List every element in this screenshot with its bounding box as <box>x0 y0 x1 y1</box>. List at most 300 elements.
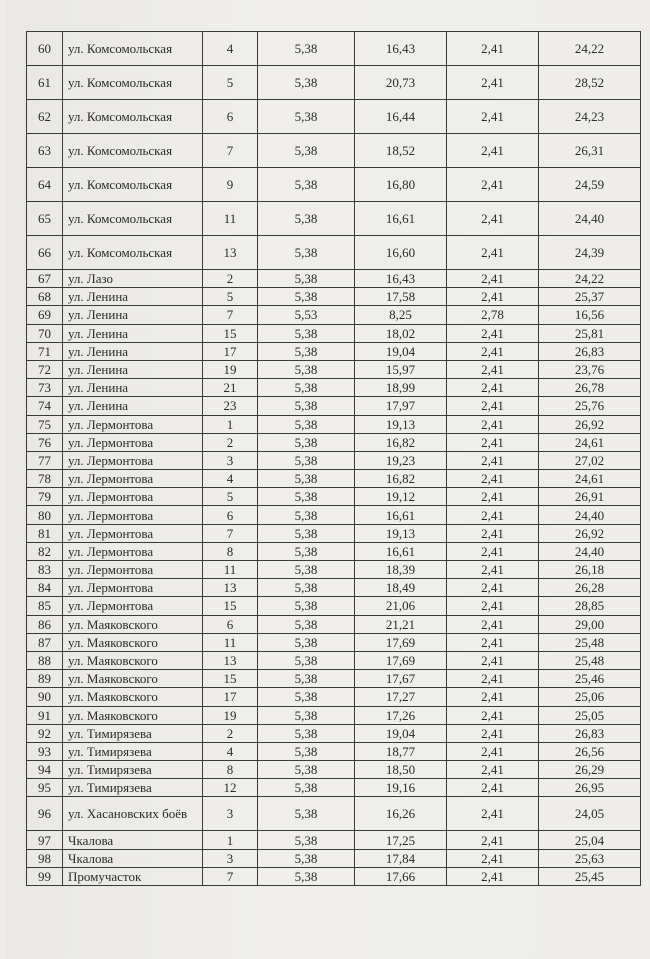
value-b: 17,27 <box>355 688 447 706</box>
street-name: ул. Лермонтова <box>63 470 203 488</box>
row-number: 93 <box>27 742 63 760</box>
value-c: 2,41 <box>447 470 539 488</box>
value-a: 5,53 <box>258 306 355 324</box>
value-c: 2,41 <box>447 849 539 867</box>
table-row <box>27 779 641 797</box>
value-total: 16,56 <box>539 306 641 324</box>
row-number: 89 <box>27 670 63 688</box>
value-a: 5,38 <box>258 615 355 633</box>
value-total: 25,81 <box>539 324 641 342</box>
table-row <box>27 831 641 849</box>
row-number: 66 <box>27 236 63 270</box>
value-total: 28,52 <box>539 66 641 100</box>
value-total: 26,56 <box>539 742 641 760</box>
table-row <box>27 688 641 706</box>
value-b: 17,58 <box>355 288 447 306</box>
value-b: 16,60 <box>355 236 447 270</box>
value-c: 2,41 <box>447 724 539 742</box>
value-a: 5,38 <box>258 651 355 669</box>
value-a: 5,38 <box>258 66 355 100</box>
street-name: ул. Комсомольская <box>63 134 203 168</box>
street-name: ул. Лермонтова <box>63 488 203 506</box>
value-a: 5,38 <box>258 488 355 506</box>
value-c: 2,41 <box>447 797 539 831</box>
table-row <box>27 433 641 451</box>
table-row <box>27 761 641 779</box>
value-b: 20,73 <box>355 66 447 100</box>
value-total: 24,59 <box>539 168 641 202</box>
house-number: 17 <box>203 688 258 706</box>
value-total: 26,28 <box>539 579 641 597</box>
table-row <box>27 379 641 397</box>
house-number: 7 <box>203 134 258 168</box>
value-c: 2,41 <box>447 524 539 542</box>
row-number: 79 <box>27 488 63 506</box>
value-c: 2,78 <box>447 306 539 324</box>
value-a: 5,38 <box>258 168 355 202</box>
street-name: ул. Маяковского <box>63 670 203 688</box>
table-row <box>27 579 641 597</box>
row-number: 73 <box>27 379 63 397</box>
value-a: 5,38 <box>258 849 355 867</box>
row-number: 64 <box>27 168 63 202</box>
table-row <box>27 561 641 579</box>
value-c: 2,41 <box>447 451 539 469</box>
value-c: 2,41 <box>447 506 539 524</box>
row-number: 74 <box>27 397 63 415</box>
table-row <box>27 100 641 134</box>
value-b: 17,84 <box>355 849 447 867</box>
value-total: 26,31 <box>539 134 641 168</box>
value-a: 5,38 <box>258 32 355 66</box>
street-name: ул. Комсомольская <box>63 236 203 270</box>
row-number: 91 <box>27 706 63 724</box>
house-number: 1 <box>203 415 258 433</box>
value-c: 2,41 <box>447 32 539 66</box>
row-number: 61 <box>27 66 63 100</box>
value-b: 18,39 <box>355 561 447 579</box>
house-number: 2 <box>203 724 258 742</box>
value-total: 25,05 <box>539 706 641 724</box>
house-number: 5 <box>203 288 258 306</box>
house-number: 2 <box>203 270 258 288</box>
value-c: 2,41 <box>447 488 539 506</box>
value-c: 2,41 <box>447 579 539 597</box>
row-number: 81 <box>27 524 63 542</box>
row-number: 62 <box>27 100 63 134</box>
value-a: 5,38 <box>258 797 355 831</box>
value-a: 5,38 <box>258 867 355 885</box>
value-total: 24,40 <box>539 202 641 236</box>
value-a: 5,38 <box>258 579 355 597</box>
street-name: ул. Лермонтова <box>63 542 203 560</box>
house-number: 4 <box>203 470 258 488</box>
row-number: 99 <box>27 867 63 885</box>
house-number: 8 <box>203 542 258 560</box>
value-total: 27,02 <box>539 451 641 469</box>
value-b: 18,50 <box>355 761 447 779</box>
value-c: 2,41 <box>447 202 539 236</box>
street-name: ул. Лермонтова <box>63 561 203 579</box>
street-name: ул. Комсомольская <box>63 168 203 202</box>
value-a: 5,38 <box>258 236 355 270</box>
street-name: ул. Ленина <box>63 306 203 324</box>
street-name: ул. Тимирязева <box>63 779 203 797</box>
house-number: 3 <box>203 849 258 867</box>
house-number: 6 <box>203 100 258 134</box>
value-c: 2,41 <box>447 134 539 168</box>
row-number: 92 <box>27 724 63 742</box>
value-total: 25,45 <box>539 867 641 885</box>
value-c: 2,41 <box>447 831 539 849</box>
value-c: 2,41 <box>447 688 539 706</box>
table-row <box>27 360 641 378</box>
table-row <box>27 470 641 488</box>
value-a: 5,38 <box>258 761 355 779</box>
value-c: 2,41 <box>447 561 539 579</box>
house-number: 3 <box>203 451 258 469</box>
value-c: 2,41 <box>447 867 539 885</box>
table-row <box>27 288 641 306</box>
value-b: 16,61 <box>355 506 447 524</box>
row-number: 85 <box>27 597 63 615</box>
row-number: 78 <box>27 470 63 488</box>
row-number: 82 <box>27 542 63 560</box>
house-number: 2 <box>203 433 258 451</box>
row-number: 65 <box>27 202 63 236</box>
value-b: 16,61 <box>355 202 447 236</box>
house-number: 7 <box>203 306 258 324</box>
street-name: ул. Лермонтова <box>63 433 203 451</box>
value-total: 26,78 <box>539 379 641 397</box>
table-row <box>27 597 641 615</box>
value-b: 19,16 <box>355 779 447 797</box>
value-c: 2,41 <box>447 433 539 451</box>
value-b: 15,97 <box>355 360 447 378</box>
row-number: 60 <box>27 32 63 66</box>
house-number: 5 <box>203 66 258 100</box>
value-b: 16,43 <box>355 32 447 66</box>
value-c: 2,41 <box>447 324 539 342</box>
house-number: 19 <box>203 706 258 724</box>
value-b: 16,44 <box>355 100 447 134</box>
value-b: 19,23 <box>355 451 447 469</box>
row-number: 63 <box>27 134 63 168</box>
table-row <box>27 724 641 742</box>
row-number: 69 <box>27 306 63 324</box>
street-name: ул. Комсомольская <box>63 202 203 236</box>
value-b: 18,77 <box>355 742 447 760</box>
street-name: ул. Тимирязева <box>63 724 203 742</box>
value-total: 29,00 <box>539 615 641 633</box>
value-b: 18,52 <box>355 134 447 168</box>
row-number: 84 <box>27 579 63 597</box>
street-name: ул. Лермонтова <box>63 506 203 524</box>
value-total: 26,18 <box>539 561 641 579</box>
street-name: ул. Лермонтова <box>63 579 203 597</box>
value-a: 5,38 <box>258 688 355 706</box>
value-b: 16,43 <box>355 270 447 288</box>
table-row <box>27 651 641 669</box>
value-b: 19,13 <box>355 415 447 433</box>
value-a: 5,38 <box>258 561 355 579</box>
row-number: 96 <box>27 797 63 831</box>
table-row <box>27 168 641 202</box>
street-name: ул. Хасановских боёв <box>63 797 203 831</box>
street-name: ул. Ленина <box>63 397 203 415</box>
value-b: 19,12 <box>355 488 447 506</box>
value-total: 24,22 <box>539 270 641 288</box>
house-number: 11 <box>203 561 258 579</box>
table-row <box>27 134 641 168</box>
value-a: 5,38 <box>258 779 355 797</box>
value-c: 2,41 <box>447 288 539 306</box>
value-b: 17,66 <box>355 867 447 885</box>
house-number: 9 <box>203 168 258 202</box>
value-a: 5,38 <box>258 670 355 688</box>
house-number: 23 <box>203 397 258 415</box>
street-name: ул. Ленина <box>63 324 203 342</box>
value-c: 2,41 <box>447 670 539 688</box>
value-c: 2,41 <box>447 342 539 360</box>
house-number: 3 <box>203 797 258 831</box>
value-a: 5,38 <box>258 324 355 342</box>
value-a: 5,38 <box>258 831 355 849</box>
value-b: 16,61 <box>355 542 447 560</box>
value-a: 5,38 <box>258 633 355 651</box>
house-number: 11 <box>203 633 258 651</box>
value-a: 5,38 <box>258 706 355 724</box>
value-b: 17,97 <box>355 397 447 415</box>
document-page <box>6 0 650 959</box>
row-number: 68 <box>27 288 63 306</box>
house-number: 15 <box>203 324 258 342</box>
row-number: 86 <box>27 615 63 633</box>
value-a: 5,38 <box>258 506 355 524</box>
street-name: ул. Комсомольская <box>63 66 203 100</box>
value-b: 17,67 <box>355 670 447 688</box>
row-number: 77 <box>27 451 63 469</box>
table-row <box>27 306 641 324</box>
table-row <box>27 236 641 270</box>
street-name: ул. Комсомольская <box>63 100 203 134</box>
value-b: 8,25 <box>355 306 447 324</box>
value-c: 2,41 <box>447 415 539 433</box>
value-total: 25,76 <box>539 397 641 415</box>
table-row <box>27 542 641 560</box>
table-row <box>27 706 641 724</box>
street-name: ул. Комсомольская <box>63 32 203 66</box>
street-name: Промучасток <box>63 867 203 885</box>
house-number: 13 <box>203 236 258 270</box>
table-row <box>27 270 641 288</box>
value-total: 24,05 <box>539 797 641 831</box>
row-number: 87 <box>27 633 63 651</box>
street-name: ул. Лермонтова <box>63 524 203 542</box>
value-c: 2,41 <box>447 379 539 397</box>
row-number: 83 <box>27 561 63 579</box>
street-name: ул. Тимирязева <box>63 761 203 779</box>
street-name: ул. Лермонтова <box>63 451 203 469</box>
row-number: 90 <box>27 688 63 706</box>
value-a: 5,38 <box>258 597 355 615</box>
value-b: 18,02 <box>355 324 447 342</box>
value-total: 24,22 <box>539 32 641 66</box>
value-total: 26,91 <box>539 488 641 506</box>
street-name: ул. Маяковского <box>63 706 203 724</box>
house-number: 4 <box>203 32 258 66</box>
row-number: 94 <box>27 761 63 779</box>
row-number: 70 <box>27 324 63 342</box>
value-b: 18,99 <box>355 379 447 397</box>
house-number: 13 <box>203 579 258 597</box>
street-name: ул. Ленина <box>63 342 203 360</box>
value-total: 24,40 <box>539 506 641 524</box>
value-total: 25,04 <box>539 831 641 849</box>
value-b: 19,04 <box>355 724 447 742</box>
value-c: 2,41 <box>447 779 539 797</box>
value-total: 25,06 <box>539 688 641 706</box>
value-total: 25,48 <box>539 633 641 651</box>
row-number: 76 <box>27 433 63 451</box>
row-number: 97 <box>27 831 63 849</box>
value-c: 2,41 <box>447 270 539 288</box>
value-c: 2,41 <box>447 706 539 724</box>
value-b: 17,25 <box>355 831 447 849</box>
value-total: 26,83 <box>539 724 641 742</box>
street-name: ул. Лазо <box>63 270 203 288</box>
house-number: 7 <box>203 524 258 542</box>
value-c: 2,41 <box>447 633 539 651</box>
house-number: 6 <box>203 615 258 633</box>
table-row <box>27 867 641 885</box>
value-c: 2,41 <box>447 651 539 669</box>
value-b: 19,04 <box>355 342 447 360</box>
value-total: 26,92 <box>539 415 641 433</box>
table-row <box>27 742 641 760</box>
value-total: 24,39 <box>539 236 641 270</box>
street-name: ул. Ленина <box>63 288 203 306</box>
table-row <box>27 451 641 469</box>
value-c: 2,41 <box>447 542 539 560</box>
value-b: 19,13 <box>355 524 447 542</box>
table-row <box>27 415 641 433</box>
value-b: 16,82 <box>355 470 447 488</box>
row-number: 88 <box>27 651 63 669</box>
house-number: 21 <box>203 379 258 397</box>
value-a: 5,38 <box>258 288 355 306</box>
value-c: 2,41 <box>447 742 539 760</box>
street-name: ул. Ленина <box>63 379 203 397</box>
value-a: 5,38 <box>258 134 355 168</box>
value-total: 26,29 <box>539 761 641 779</box>
table-row <box>27 615 641 633</box>
value-c: 2,41 <box>447 236 539 270</box>
row-number: 67 <box>27 270 63 288</box>
table-row <box>27 397 641 415</box>
house-number: 1 <box>203 831 258 849</box>
value-total: 26,95 <box>539 779 641 797</box>
table-row <box>27 797 641 831</box>
value-c: 2,41 <box>447 397 539 415</box>
value-b: 18,49 <box>355 579 447 597</box>
value-b: 17,26 <box>355 706 447 724</box>
value-a: 5,38 <box>258 360 355 378</box>
row-number: 71 <box>27 342 63 360</box>
table-row <box>27 670 641 688</box>
street-name: ул. Маяковского <box>63 633 203 651</box>
house-number: 8 <box>203 761 258 779</box>
value-b: 16,80 <box>355 168 447 202</box>
value-b: 17,69 <box>355 633 447 651</box>
value-a: 5,38 <box>258 397 355 415</box>
street-name: ул. Лермонтова <box>63 597 203 615</box>
value-a: 5,38 <box>258 470 355 488</box>
value-total: 25,63 <box>539 849 641 867</box>
value-total: 28,85 <box>539 597 641 615</box>
value-c: 2,41 <box>447 360 539 378</box>
table-row <box>27 849 641 867</box>
tariff-table <box>26 31 641 886</box>
value-a: 5,38 <box>258 415 355 433</box>
value-total: 25,46 <box>539 670 641 688</box>
table-row <box>27 202 641 236</box>
table-row <box>27 506 641 524</box>
value-b: 21,21 <box>355 615 447 633</box>
street-name: ул. Маяковского <box>63 615 203 633</box>
value-c: 2,41 <box>447 615 539 633</box>
house-number: 15 <box>203 597 258 615</box>
row-number: 98 <box>27 849 63 867</box>
value-a: 5,38 <box>258 724 355 742</box>
value-total: 24,61 <box>539 433 641 451</box>
value-a: 5,38 <box>258 342 355 360</box>
value-a: 5,38 <box>258 742 355 760</box>
street-name: ул. Тимирязева <box>63 742 203 760</box>
value-total: 26,83 <box>539 342 641 360</box>
value-a: 5,38 <box>258 100 355 134</box>
value-total: 25,48 <box>539 651 641 669</box>
street-name: ул. Ленина <box>63 360 203 378</box>
value-c: 2,41 <box>447 761 539 779</box>
value-total: 26,92 <box>539 524 641 542</box>
house-number: 6 <box>203 506 258 524</box>
value-c: 2,41 <box>447 168 539 202</box>
value-b: 16,82 <box>355 433 447 451</box>
street-name: ул. Лермонтова <box>63 415 203 433</box>
house-number: 13 <box>203 651 258 669</box>
house-number: 7 <box>203 867 258 885</box>
value-c: 2,41 <box>447 66 539 100</box>
house-number: 15 <box>203 670 258 688</box>
value-a: 5,38 <box>258 379 355 397</box>
table-body <box>27 32 641 886</box>
value-a: 5,38 <box>258 433 355 451</box>
table-row <box>27 633 641 651</box>
house-number: 12 <box>203 779 258 797</box>
value-b: 21,06 <box>355 597 447 615</box>
table-row <box>27 324 641 342</box>
street-name: ул. Маяковского <box>63 651 203 669</box>
house-number: 4 <box>203 742 258 760</box>
street-name: Чкалова <box>63 831 203 849</box>
row-number: 72 <box>27 360 63 378</box>
value-b: 16,26 <box>355 797 447 831</box>
house-number: 5 <box>203 488 258 506</box>
table-row <box>27 32 641 66</box>
value-total: 25,37 <box>539 288 641 306</box>
value-a: 5,38 <box>258 542 355 560</box>
